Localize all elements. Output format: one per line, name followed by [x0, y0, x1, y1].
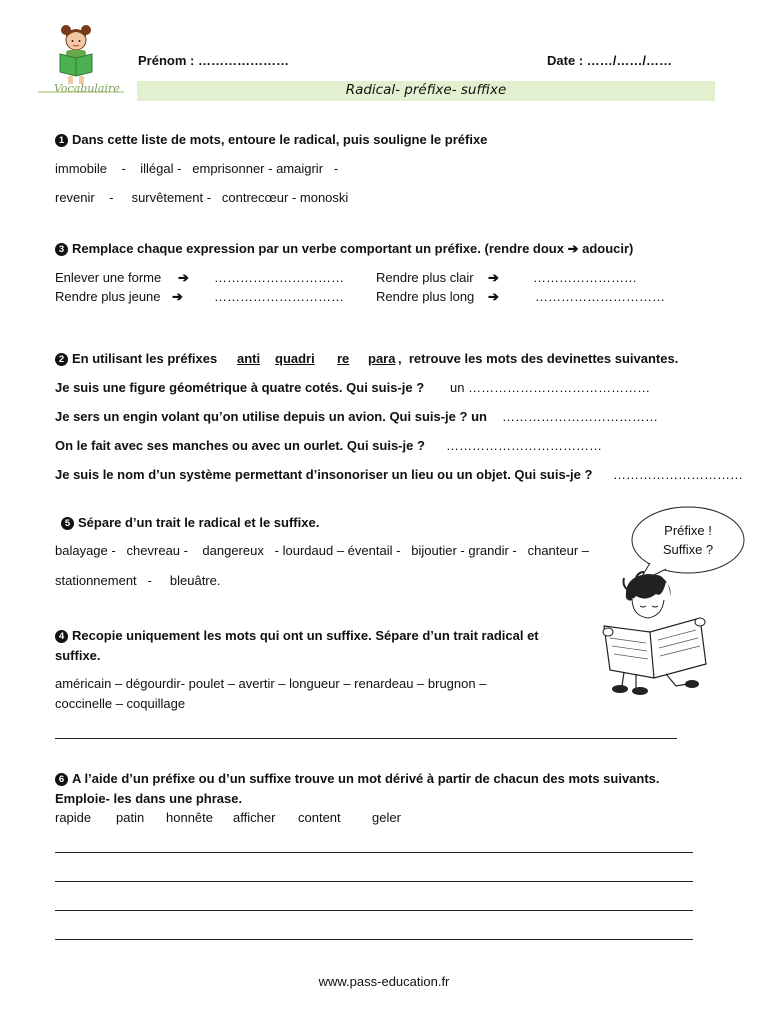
- riddle-1-answer: un ……………………………………: [450, 380, 651, 395]
- instruction-text: Sépare d’un trait le radical et le suffixe.: [78, 515, 320, 530]
- date-field: Date : ……/……/……: [547, 53, 672, 68]
- expression-label: Enlever une forme: [55, 270, 162, 285]
- exercise-5-words-line-2: stationnement - bleuâtre.: [55, 573, 221, 588]
- exercise-2-instruction: [55, 351, 217, 366]
- footer-url: www.pass-education.fr: [318, 974, 450, 989]
- bubble-line-prefixe: Préfixe !: [664, 523, 712, 538]
- answer-dots: …………………………: [214, 270, 344, 285]
- answer-dots: …………………………: [214, 289, 344, 304]
- arrow-icon: ➔: [172, 289, 183, 304]
- exercise-1-instruction: [55, 132, 487, 147]
- answer-line: [55, 881, 693, 882]
- arrow-icon: ➔: [178, 270, 189, 285]
- instruction-text-end: adoucir): [578, 241, 634, 256]
- word-patin: patin: [116, 810, 145, 825]
- exercise-4-instruction: [55, 628, 539, 643]
- exercise-5-instruction: [61, 515, 319, 530]
- exercise-4-instruction-line-2: suffixe.: [55, 648, 101, 663]
- exercise-number-badge: 5: [61, 517, 74, 530]
- answer-dots: ……………………: [533, 270, 637, 285]
- word-geler: geler: [372, 810, 401, 825]
- prefix-para: para: [368, 351, 396, 366]
- logo-caption: Vocabulaire: [54, 82, 120, 95]
- answer-line: [55, 738, 677, 739]
- riddle-3-answer: ………………………………: [446, 438, 602, 453]
- exercise-number-badge: 4: [55, 630, 68, 643]
- prefix-re: re: [337, 351, 350, 366]
- exercise-number-badge: 6: [55, 773, 68, 786]
- riddle-3-question: On le fait avec ses manches ou avec un ourlet. Qui suis-je ?: [55, 438, 425, 453]
- word-content: content: [298, 810, 341, 825]
- exercise-number-badge: 3: [55, 243, 68, 256]
- arrow-icon: ➔: [488, 289, 499, 304]
- answer-dots: …………………………: [535, 289, 665, 304]
- exercise-6-instruction: [55, 771, 660, 786]
- exercise-3-instruction: [55, 241, 633, 257]
- exercise-6-instruction-line-2: Emploie- les dans une phrase.: [55, 791, 243, 806]
- riddle-1-question: Je suis une figure géométrique à quatre cotés. Qui suis-je ?: [55, 380, 425, 395]
- exercise-4-words-line-1: américain – dégourdir- poulet – avertir – longueur – renardeau – brugnon –: [55, 676, 487, 691]
- prefix-quadri: quadri: [275, 351, 315, 366]
- expression-label: Rendre plus clair: [376, 270, 474, 285]
- vocabulaire-logo: [36, 22, 126, 102]
- answer-line: [55, 910, 693, 911]
- arrow-icon: ➔: [567, 241, 579, 256]
- answer-line: [55, 852, 693, 853]
- answer-line: [55, 939, 693, 940]
- riddle-2-answer: ………………………………: [502, 409, 658, 424]
- riddle-4-answer: …………………………: [613, 467, 743, 482]
- expression-label: Rendre plus long: [376, 289, 475, 304]
- riddle-4-question: Je suis le nom d’un système permettant d’insonoriser un lieu ou un objet. Qui suis-je ?: [55, 467, 593, 482]
- exercise-number-badge: 2: [55, 353, 68, 366]
- arrow-icon: ➔: [488, 270, 499, 285]
- word-afficher: afficher: [233, 810, 276, 825]
- exercise-1-words-line-1: immobile - illégal - emprisonner - amaigrir -: [55, 161, 339, 176]
- instruction-text: En utilisant les préfixes: [72, 351, 218, 366]
- expression-item: [55, 270, 161, 285]
- bubble-text: [633, 521, 743, 559]
- instruction-text: Recopie uniquement les mots qui ont un suffixe. Sépare d’un trait radical et: [72, 628, 539, 643]
- exercise-1-words-line-2: revenir - survêtement - contrecœur - monoski: [55, 190, 349, 205]
- prenom-field: Prénom : …………………: [138, 53, 289, 68]
- reading-child-illustration: [596, 568, 716, 698]
- word-rapide: rapide: [55, 810, 92, 825]
- title-banner: [137, 81, 715, 101]
- bubble-line-suffixe: Suffixe ?: [662, 542, 714, 557]
- exercise-5-words-line-1: balayage - chevreau - dangereux - lourdaud – éventail - bijoutier - grandir - chanteur –: [55, 543, 590, 558]
- instruction-text: Remplace chaque expression par un verbe comportant un préfixe. (rendre doux: [72, 241, 568, 256]
- exercise-4-words-line-2: coccinelle – coquillage: [55, 696, 186, 711]
- instruction-text-end: , retrouve les mots des devinettes suivantes.: [398, 351, 679, 366]
- prefix-anti: anti: [237, 351, 261, 366]
- riddle-2-question: Je sers un engin volant qu’on utilise depuis un avion. Qui suis-je ? un: [55, 409, 487, 424]
- expression-label: Rendre plus jeune: [55, 289, 161, 304]
- page-title: Radical- préfixe- suffixe: [345, 82, 507, 98]
- instruction-text: A l’aide d’un préfixe ou d’un suffixe trouve un mot dérivé à partir de chacun des mots suivants.: [72, 771, 660, 786]
- exercise-number-badge: 1: [55, 134, 68, 147]
- instruction-text: Dans cette liste de mots, entoure le radical, puis souligne le préfixe: [72, 132, 488, 147]
- word-honnete: honnête: [166, 810, 213, 825]
